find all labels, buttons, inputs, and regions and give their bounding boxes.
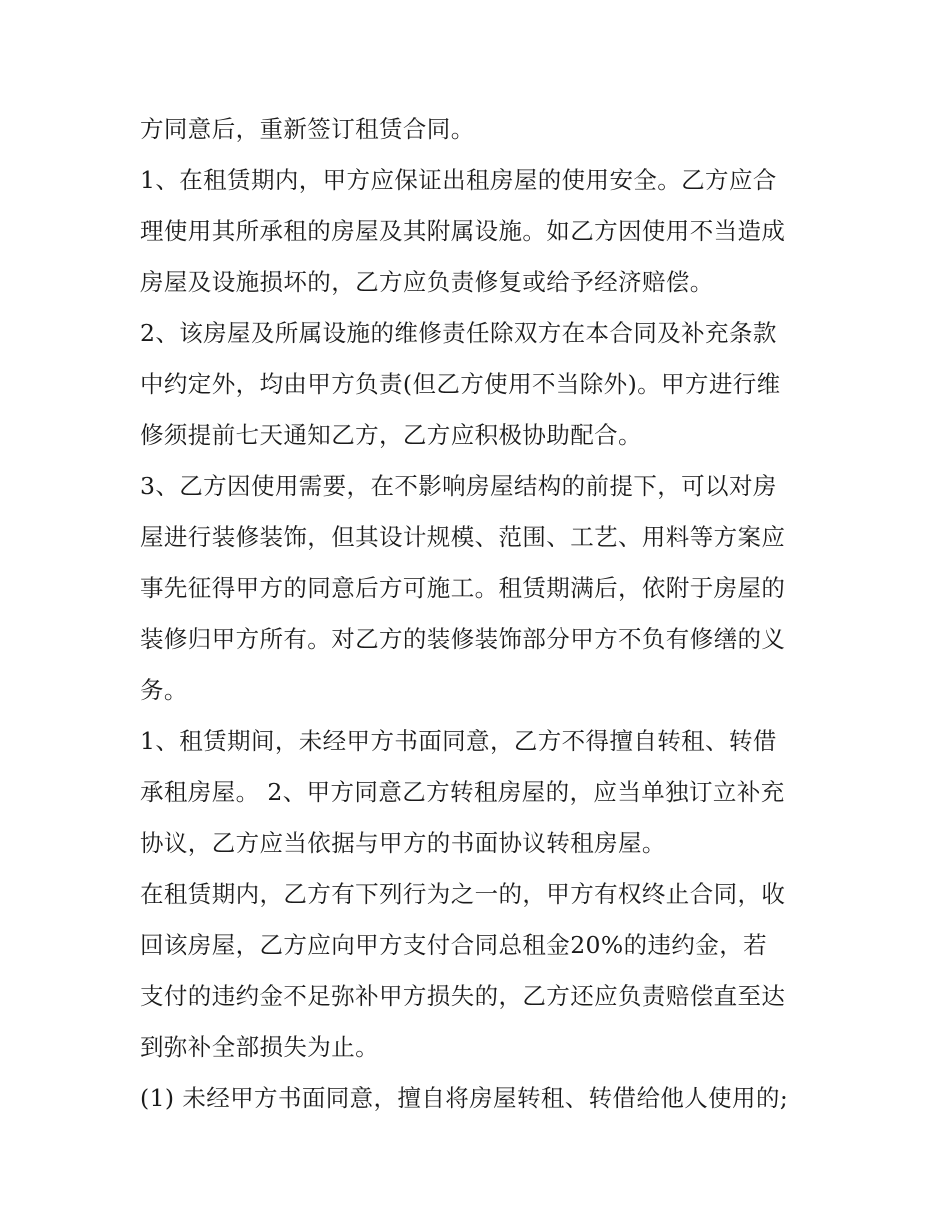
text-line: 屋进行装修装饰，但其设计规模、范围、工艺、用料等方案应 — [140, 523, 786, 551]
text-line: 1、在租赁期内，甲方应保证出租房屋的使用安全。乙方应合 — [140, 166, 777, 194]
text-line: 事先征得甲方的同意后方可施工。租赁期满后，依附于房屋的 — [140, 574, 786, 602]
text-line: 协议，乙方应当依据与甲方的书面协议转租房屋。 — [140, 829, 666, 857]
text-line: 回该房屋，乙方应向甲方支付合同总租金20%的违约金，若 — [140, 931, 768, 959]
text-line: 支付的违约金不足弥补甲方损失的，乙方还应负责赔偿直至达 — [140, 982, 786, 1010]
text-line: 方同意后，重新签订租赁合同。 — [140, 115, 475, 143]
text-line: 修须提前七天通知乙方，乙方应积极协助配合。 — [140, 421, 642, 449]
text-line: 承租房屋。 2、甲方同意乙方转租房屋的，应当单独订立补充 — [140, 778, 785, 806]
text-line: 理使用其所承租的房屋及其附属设施。如乙方因使用不当造成 — [140, 217, 786, 245]
text-line: 中约定外，均由甲方负责(但乙方使用不当除外)。甲方进行维 — [140, 370, 781, 398]
text-line: 2、该房屋及所属设施的维修责任除双方在本合同及补充条款 — [140, 319, 777, 347]
text-line: 装修归甲方所有。对乙方的装修装饰部分甲方不负有修缮的义 — [140, 625, 786, 653]
text-line: 3、乙方因使用需要，在不影响房屋结构的前提下，可以对房 — [140, 472, 777, 500]
text-line: 在租赁期内，乙方有下列行为之一的，甲方有权终止合同，收 — [140, 880, 786, 908]
text-line: 1、租赁期间，未经甲方书面同意，乙方不得擅自转租、转借 — [140, 727, 777, 755]
text-line: 务。 — [140, 676, 188, 704]
text-line: 房屋及设施损坏的，乙方应负责修复或给予经济赔偿。 — [140, 268, 714, 296]
text-line: (1) 未经甲方书面同意，擅自将房屋转租、转借给他人使用的; — [140, 1084, 789, 1112]
text-line: 到弥补全部损失为止。 — [140, 1033, 379, 1061]
